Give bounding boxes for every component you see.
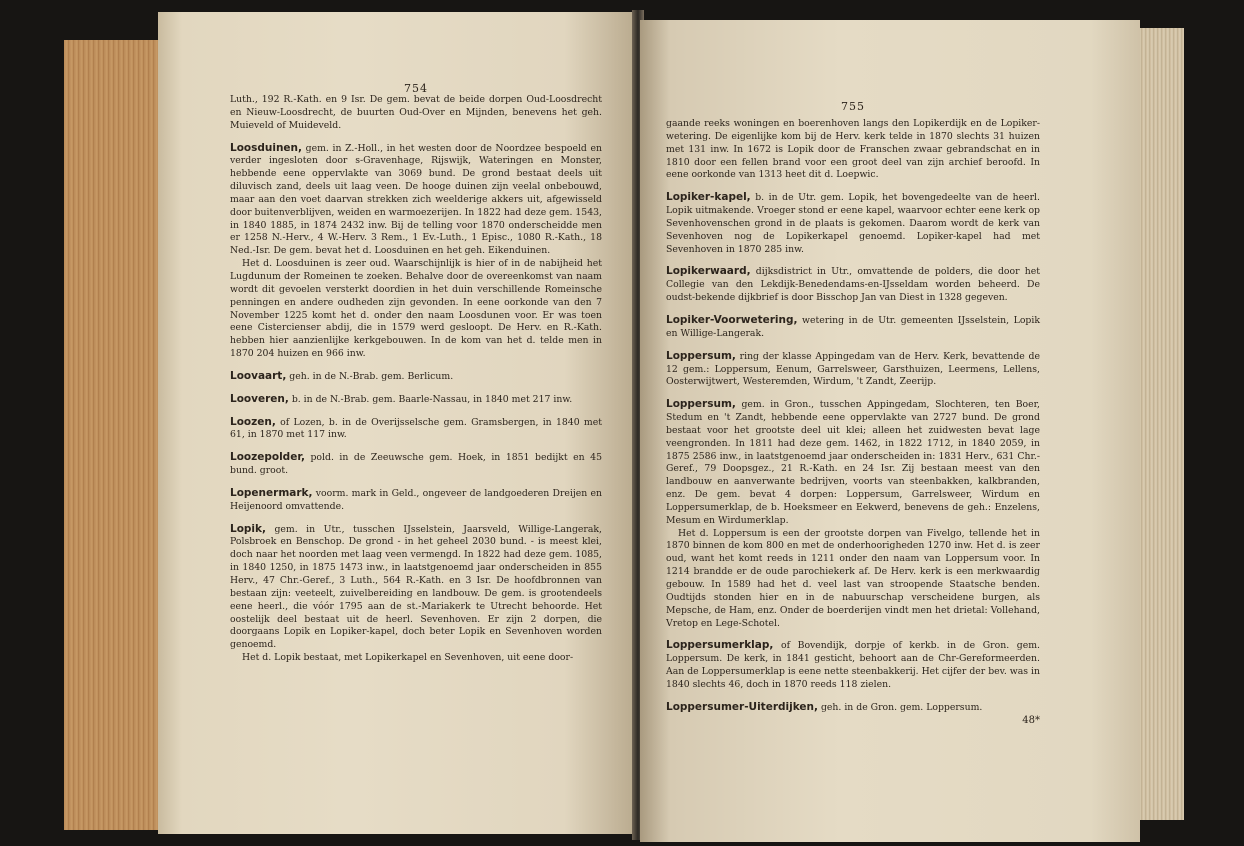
headword: Loovaart, — [230, 369, 287, 382]
entry-text: dijksdistrict in Utr., omvattende de polders, die door het Collegie van den Lekdijk-Benedendams-en-IJsseldam worden beheerd. De oudst-bekende dijkbrief is door Bisschop Jan van Diest in 1328 gegeven. — [666, 266, 1040, 304]
right-page — [640, 20, 1140, 842]
entry — [230, 487, 602, 514]
entry-text: wetering in de Utr. gemeenten IJsselstein, Lopik en Willige-Langerak. — [666, 314, 1040, 339]
entry — [230, 393, 602, 407]
entry-text: voorm. mark in Geld., ongeveer de landgoederen Dreijen en Heijenoord omvattende. — [230, 487, 602, 512]
right-page-edges — [1138, 28, 1184, 820]
entry-text: geh. in de N.-Brab. gem. Berlicum. — [286, 370, 454, 382]
entry-text: gem. in Gron., tusschen Appingedam, Slochteren, ten Boer, Stedum en 't Zandt, hebbende eene oppervlakte van 2727 bund. De grond bestaat voor het grootste deel uit klei; alleen het zuidwesten bevat lage veengronden. In 1811 had deze gem. 1462, in 1822 1712, in 1840 2059, in 1875 2586 inw., in laatstgenoemd jaar onderscheiden in: 1831 Herv., 631 Chr.-Geref., 79 Doopsgez., 21 R.-Kath. en 24 Isr. Zij bestaan meest van den landbouw en aanverwante bedrijven, voorts van steenbakken, kalkbranden, enz. De gem. bevat 4 dorpen: Loppersum, Garrelsweer, Wirdum en Loppersumerklap, de b. Hoeksmeer en Eekwerd, benevens de geh.: Enzelens, Mesum en Wirdumerklap. — [666, 399, 1040, 526]
headword: Looveren, — [230, 392, 289, 405]
left-page — [158, 12, 636, 834]
page-number: 755 — [841, 100, 865, 113]
entry — [666, 191, 1040, 256]
entry — [230, 370, 602, 384]
entry-text: of Lozen, b. in de Overijsselsche gem. Gramsbergen, in 1840 met 61, in 1870 met 117 inw. — [230, 416, 602, 441]
headword: Lopiker-kapel, — [666, 191, 751, 204]
entry — [230, 523, 602, 652]
entry-text: gem. in Z.-Holl., in het westen door de Noordzee bespoeld en verder ingesloten door s-Gravenhage, Rijswijk, Wateringen en Monster, hebbende eene oppervlakte van 3069 bund. De grond bestaat deels uit diluvisch zand, deels uit laag veen. De hooge duinen zijn veelal onbebouwd, maar aan den voet daarvan strekken zich weelderige akkers uit, afgewisseld door buitenverblijven, weiden en warmoezerijen. In 1822 had deze gem. 1543, in 1840 1885, in 1874 2432 inw. Bij de telling voor 1870 onderscheidde men er 1258 N.-Herv., 4 W.-Herv. 3 Rem., 1 Ev.-Luth., 1 Episc., 1080 R.-Kath., 18 Ned.-Isr. De gem. bevat het d. Loosduinen en het geh. Eikenduinen. — [230, 142, 602, 257]
entry — [666, 314, 1040, 341]
paragraph: Luth., 192 R.-Kath. en 9 Isr. De gem. bevat de beide dorpen Oud-Loosdrecht en Nieuw-Loosdrecht, de buurten Oud-Over en Mijnden, benevens het geh. Muieveld of Muideveld. — [230, 94, 602, 131]
entry — [230, 451, 602, 478]
entry-text: Het d. Loosduinen is zeer oud. Waarschijnlijk is hier of in de nabijheid het Lugdunum der Romeinen te zoeken. Behalve door de overeenkomst van naam wordt dit gevoelen versterkt doordien in het duin verschillende Romeinsche penningen en andere oudheden zijn gevonden. In eene oorkonde van den 7 November 1225 komt het d. onder den naam Loosdunen voor. Er was toen eene Cistercienser abdij, die in 1579 werd gesloopt. De Herv. en R.-Kath. hebben hier aanzienlijke kerkgebouwen. In de kom van het d. telde men in 1870 204 huizen en 966 inw. — [230, 258, 602, 360]
headword: Loppersumerklap, — [666, 639, 774, 652]
entry — [666, 350, 1040, 390]
entry — [666, 639, 1040, 691]
headword: Loozen, — [230, 415, 276, 428]
entry-text: geh. in de Gron. gem. Loppersum. — [818, 701, 983, 713]
headword: Loosduinen, — [230, 141, 303, 154]
headword: Lopikerwaard, — [666, 265, 751, 278]
entry — [666, 398, 1040, 527]
entry — [230, 142, 602, 259]
entry — [666, 701, 1040, 715]
entry-text: of Bovendijk, dorpje of kerkb. in de Gron. gem. Loppersum. De kerk, in 1841 gesticht, behoort aan de Chr-Gereformeerden. Aan de Loppersumerklap is eene nette steenbakkerij. Het cijfer der bev. was in 1840 slechts 46, doch in 1870 reeds 118 zielen. — [666, 640, 1040, 690]
entry — [230, 416, 602, 443]
headword: Loppersum, — [666, 349, 736, 362]
page-number: 754 — [404, 82, 428, 95]
entry-text: Het d. Lopik bestaat, met Lopikerkapel en Sevenhoven, uit eene door- — [242, 652, 574, 664]
headword: Lopiker-Voorwetering, — [666, 313, 798, 326]
entry — [666, 528, 1040, 631]
entry-text: gem. in Utr., tusschen IJsselstein, Jaarsveld, Willige-Langerak, Polsbroek en Benschop. De grond - in het geheel 2030 bund. - is meest klei, doch naar het noorden met laag veen vermengd. In 1822 had deze gem. 1085, in 1840 1250, in 1875 1473 inw., in laatstgenoemd jaar onderscheiden in 855 Herv., 47 Chr.-Geref., 3 Luth., 564 R.-Kath. en 3 Isr. De hoofdbronnen van bestaan zijn: veeteelt, zuivelbereiding en landbouw. De gem. is grootendeels eene heerl., die vóór 1795 aan de st.-Mariakerk te Utrecht behoorde. Het oostelijk deel bestaat uit de heerl. Sevenhoven. Er zijn 2 dorpen, die doorgaans Lopik en Lopiker-kapel, doch beter Lopik en Sevenhoven worden genoemd. — [230, 523, 602, 651]
entry-text: b. in de Utr. gem. Lopik, het bovengedeelte van de heerl. Lopik uitmakende. Vroeger stond er eene kapel, waarvoor echter eene kerk op Sevenhovenschen grond in de plaats is gekomen. Daarom wordt de kerk van Sevenhoven nog de Lopikerkapel genoemd. Lopiker-kapel had met Sevenhoven in 1870 285 inw. — [666, 192, 1040, 255]
left-page-edges — [64, 40, 160, 830]
paragraph: gaande reeks woningen en boerenhoven langs den Lopikerdijk en de Lopiker-wetering. De eigenlijke kom bij de Herv. kerk telde in 1870 slechts 31 huizen met 131 inw. In 1672 is Lopik door de Franschen zwaar gebrandschat en in 1810 door een fellen brand voor een groot deel van zijn archief beroofd. In eene oorkonde van 1313 heet dit d. Loepwic. — [666, 118, 1040, 181]
headword: Loozepolder, — [230, 451, 305, 464]
entry-text: pold. in de Zeeuwsche gem. Hoek, in 1851 bedijkt en 45 bund. groot. — [230, 452, 602, 477]
signature-mark: 48* — [1022, 714, 1040, 726]
entry — [666, 265, 1040, 305]
right-page-text — [666, 118, 1040, 727]
entry-text: Het d. Loppersum is een der grootste dorpen van Fivelgo, tellende het in 1870 binnen de kom 800 en met de onderhoorigheden 1270 inw. Het d. is zeer oud, want het komt reeds in 1211 onder den naam van Loppersum voor. In 1214 brandde er de oude parochiekerk af. De Herv. kerk is een merkwaardig gebouw. In 1589 had het d. veel last van stroopende Staatsche benden. Oudtijds stonden hier en in de nabuurschap verscheidene burgen, als Mepsche, de Ham, enz. Onder de boerderijen vindt men het drietal: Vollehand, Vretop en Lege-Schotel. — [666, 527, 1040, 629]
entry-text: ring der klasse Appingedam van de Herv. Kerk, bevattende de 12 gem.: Loppersum, Eenum, Garrelsweer, Garsthuizen, Leermens, Lellens, Oosterwijtwert, Westeremden, Wirdum, 't Zandt, Zeerijp. — [666, 350, 1040, 388]
headword: Loppersum, — [666, 398, 736, 411]
headword: Lopenermark, — [230, 486, 313, 499]
headword: Loppersumer-Uiterdijken, — [666, 700, 819, 713]
headword: Lopik, — [230, 522, 266, 535]
left-page-text — [230, 94, 602, 665]
entry — [230, 258, 602, 361]
entry-text: b. in de N.-Brab. gem. Baarle-Nassau, in 1840 met 217 inw. — [288, 393, 573, 405]
entry — [230, 652, 602, 665]
